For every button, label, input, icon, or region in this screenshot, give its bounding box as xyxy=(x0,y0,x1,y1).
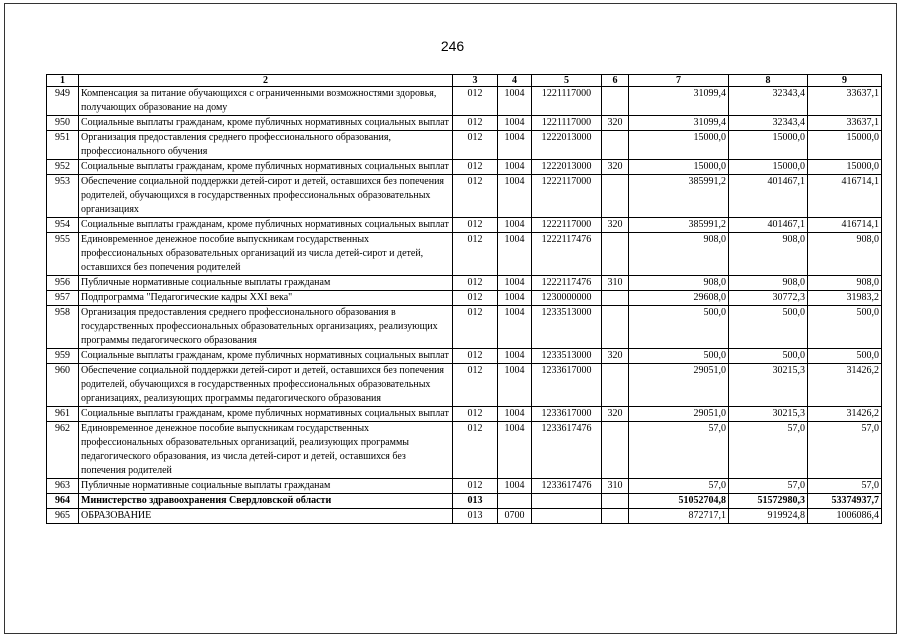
row-number: 961 xyxy=(47,407,79,422)
row-number: 964 xyxy=(47,494,79,509)
row-description: Обеспечение социальной поддержки детей-сирот и детей, оставшихся без попечения родителей, обучающихся в государственных профессиональных образовательных организациях, реализующих программы педагогического образования xyxy=(79,364,453,407)
table-row xyxy=(47,218,882,233)
row-admin-code: 012 xyxy=(453,218,498,233)
row-admin-code: 012 xyxy=(453,175,498,218)
row-section-code xyxy=(498,494,532,509)
row-section-code: 1004 xyxy=(498,87,532,116)
row-value-2: 908,0 xyxy=(729,233,808,276)
page-number: 246 xyxy=(440,38,465,54)
row-value-3: 31983,2 xyxy=(808,291,882,306)
row-value-3: 33637,1 xyxy=(808,116,882,131)
row-value-3: 15000,0 xyxy=(808,160,882,175)
row-value-3: 908,0 xyxy=(808,276,882,291)
row-value-1: 31099,4 xyxy=(629,87,729,116)
row-value-3: 416714,1 xyxy=(808,218,882,233)
row-description: Министерство здравоохранения Свердловской области xyxy=(79,494,453,509)
row-expense-type: 310 xyxy=(602,479,629,494)
row-admin-code: 012 xyxy=(453,349,498,364)
row-value-3: 500,0 xyxy=(808,349,882,364)
row-value-3: 33637,1 xyxy=(808,87,882,116)
header-cell: 4 xyxy=(498,75,532,87)
row-admin-code: 012 xyxy=(453,306,498,349)
row-value-3: 57,0 xyxy=(808,479,882,494)
row-target-code: 1233513000 xyxy=(532,306,602,349)
row-value-1: 29051,0 xyxy=(629,407,729,422)
row-admin-code: 012 xyxy=(453,276,498,291)
row-admin-code: 013 xyxy=(453,494,498,509)
row-value-3: 416714,1 xyxy=(808,175,882,218)
header-cell: 8 xyxy=(729,75,808,87)
row-expense-type: 310 xyxy=(602,276,629,291)
row-description: Компенсация за питание обучающихся с ограниченными возможностями здоровья, получающих образование на дому xyxy=(79,87,453,116)
row-section-code: 1004 xyxy=(498,349,532,364)
row-section-code: 1004 xyxy=(498,276,532,291)
header-cell: 7 xyxy=(629,75,729,87)
row-description: Социальные выплаты гражданам, кроме публичных нормативных социальных выплат xyxy=(79,407,453,422)
row-value-1: 31099,4 xyxy=(629,116,729,131)
row-number: 950 xyxy=(47,116,79,131)
row-value-3: 15000,0 xyxy=(808,131,882,160)
row-target-code: 1233617000 xyxy=(532,407,602,422)
row-value-1: 500,0 xyxy=(629,306,729,349)
header-cell: 2 xyxy=(79,75,453,87)
row-expense-type: 320 xyxy=(602,349,629,364)
row-value-2: 57,0 xyxy=(729,479,808,494)
table-row xyxy=(47,479,882,494)
row-section-code: 1004 xyxy=(498,160,532,175)
row-value-2: 15000,0 xyxy=(729,160,808,175)
row-expense-type xyxy=(602,233,629,276)
row-admin-code: 012 xyxy=(453,87,498,116)
row-value-1: 29051,0 xyxy=(629,364,729,407)
table-row xyxy=(47,509,882,524)
row-value-2: 51572980,3 xyxy=(729,494,808,509)
row-target-code xyxy=(532,494,602,509)
row-value-3: 31426,2 xyxy=(808,364,882,407)
row-number: 959 xyxy=(47,349,79,364)
row-target-code: 1221117000 xyxy=(532,116,602,131)
row-admin-code: 012 xyxy=(453,291,498,306)
table-row xyxy=(47,276,882,291)
row-value-1: 385991,2 xyxy=(629,218,729,233)
row-number: 963 xyxy=(47,479,79,494)
row-number: 957 xyxy=(47,291,79,306)
row-value-2: 500,0 xyxy=(729,349,808,364)
row-number: 958 xyxy=(47,306,79,349)
row-value-1: 51052704,8 xyxy=(629,494,729,509)
row-target-code: 1233617000 xyxy=(532,364,602,407)
row-expense-type xyxy=(602,494,629,509)
budget-table xyxy=(46,74,882,524)
table-row xyxy=(47,349,882,364)
row-description: Единовременное денежное пособие выпускникам государственных профессиональных образовательных организаций, реализующих программы педагогического образования, из числа детей-сирот и детей, оставшихся без попечения родителей xyxy=(79,422,453,479)
row-description: Социальные выплаты гражданам, кроме публичных нормативных социальных выплат xyxy=(79,218,453,233)
row-target-code: 1222117000 xyxy=(532,218,602,233)
row-admin-code: 012 xyxy=(453,116,498,131)
row-section-code: 1004 xyxy=(498,131,532,160)
row-section-code: 0700 xyxy=(498,509,532,524)
row-section-code: 1004 xyxy=(498,175,532,218)
row-number: 949 xyxy=(47,87,79,116)
row-section-code: 1004 xyxy=(498,306,532,349)
row-value-3: 500,0 xyxy=(808,306,882,349)
row-section-code: 1004 xyxy=(498,233,532,276)
table-row xyxy=(47,233,882,276)
row-value-1: 15000,0 xyxy=(629,160,729,175)
row-expense-type xyxy=(602,509,629,524)
row-value-3: 53374937,7 xyxy=(808,494,882,509)
row-description: Организация предоставления среднего профессионального образования в государственных профессиональных образовательных организациях, реализующих программы педагогического образования xyxy=(79,306,453,349)
row-expense-type: 320 xyxy=(602,407,629,422)
row-target-code: 1222117476 xyxy=(532,276,602,291)
row-value-1: 29608,0 xyxy=(629,291,729,306)
row-expense-type xyxy=(602,175,629,218)
row-number: 956 xyxy=(47,276,79,291)
table-row xyxy=(47,116,882,131)
row-target-code: 1233513000 xyxy=(532,349,602,364)
row-expense-type xyxy=(602,364,629,407)
row-section-code: 1004 xyxy=(498,218,532,233)
table-row xyxy=(47,422,882,479)
row-target-code: 1222013000 xyxy=(532,131,602,160)
row-value-2: 15000,0 xyxy=(729,131,808,160)
table-row xyxy=(47,131,882,160)
row-value-2: 919924,8 xyxy=(729,509,808,524)
row-description: Подпрограмма "Педагогические кадры XXI века" xyxy=(79,291,453,306)
row-expense-type: 320 xyxy=(602,116,629,131)
table-row xyxy=(47,364,882,407)
row-section-code: 1004 xyxy=(498,407,532,422)
header-cell: 6 xyxy=(602,75,629,87)
table-body xyxy=(47,87,882,524)
row-value-2: 401467,1 xyxy=(729,175,808,218)
row-value-1: 908,0 xyxy=(629,276,729,291)
row-expense-type xyxy=(602,131,629,160)
row-value-1: 57,0 xyxy=(629,422,729,479)
row-value-2: 30772,3 xyxy=(729,291,808,306)
row-value-2: 30215,3 xyxy=(729,407,808,422)
row-value-3: 1006086,4 xyxy=(808,509,882,524)
table-row xyxy=(47,87,882,116)
row-value-1: 15000,0 xyxy=(629,131,729,160)
row-number: 962 xyxy=(47,422,79,479)
table-row xyxy=(47,291,882,306)
row-number: 954 xyxy=(47,218,79,233)
row-admin-code: 012 xyxy=(453,233,498,276)
table-row xyxy=(47,306,882,349)
table-row xyxy=(47,494,882,509)
row-value-1: 908,0 xyxy=(629,233,729,276)
table-row xyxy=(47,407,882,422)
row-target-code: 1222117000 xyxy=(532,175,602,218)
row-expense-type xyxy=(602,306,629,349)
row-number: 960 xyxy=(47,364,79,407)
row-expense-type: 320 xyxy=(602,218,629,233)
row-value-2: 908,0 xyxy=(729,276,808,291)
row-value-1: 385991,2 xyxy=(629,175,729,218)
row-expense-type xyxy=(602,291,629,306)
row-admin-code: 012 xyxy=(453,479,498,494)
row-value-1: 500,0 xyxy=(629,349,729,364)
header-cell: 3 xyxy=(453,75,498,87)
row-expense-type xyxy=(602,422,629,479)
row-section-code: 1004 xyxy=(498,364,532,407)
row-target-code xyxy=(532,509,602,524)
row-value-1: 57,0 xyxy=(629,479,729,494)
row-value-2: 32343,4 xyxy=(729,87,808,116)
row-target-code: 1221117000 xyxy=(532,87,602,116)
row-admin-code: 012 xyxy=(453,131,498,160)
row-description: ОБРАЗОВАНИЕ xyxy=(79,509,453,524)
row-value-3: 908,0 xyxy=(808,233,882,276)
row-value-3: 31426,2 xyxy=(808,407,882,422)
row-description: Публичные нормативные социальные выплаты гражданам xyxy=(79,479,453,494)
table-row xyxy=(47,160,882,175)
row-section-code: 1004 xyxy=(498,422,532,479)
row-admin-code: 012 xyxy=(453,160,498,175)
row-target-code: 1222117476 xyxy=(532,233,602,276)
header-cell: 1 xyxy=(47,75,79,87)
row-description: Социальные выплаты гражданам, кроме публичных нормативных социальных выплат xyxy=(79,160,453,175)
row-section-code: 1004 xyxy=(498,116,532,131)
row-target-code: 1233617476 xyxy=(532,422,602,479)
row-admin-code: 012 xyxy=(453,364,498,407)
row-description: Социальные выплаты гражданам, кроме публичных нормативных социальных выплат xyxy=(79,349,453,364)
header-row xyxy=(47,75,882,87)
row-description: Публичные нормативные социальные выплаты гражданам xyxy=(79,276,453,291)
row-description: Обеспечение социальной поддержки детей-сирот и детей, оставшихся без попечения родителей, обучающихся в государственных профессиональных образовательных организациях xyxy=(79,175,453,218)
row-value-3: 57,0 xyxy=(808,422,882,479)
header-cell: 5 xyxy=(532,75,602,87)
row-admin-code: 012 xyxy=(453,422,498,479)
row-admin-code: 013 xyxy=(453,509,498,524)
row-description: Социальные выплаты гражданам, кроме публичных нормативных социальных выплат xyxy=(79,116,453,131)
row-description: Единовременное денежное пособие выпускникам государственных профессиональных образовательных организаций из числа детей-сирот и детей, оставшихся без попечения родителей xyxy=(79,233,453,276)
row-value-2: 32343,4 xyxy=(729,116,808,131)
row-value-2: 500,0 xyxy=(729,306,808,349)
row-number: 953 xyxy=(47,175,79,218)
row-value-2: 30215,3 xyxy=(729,364,808,407)
table-row xyxy=(47,175,882,218)
row-description: Организация предоставления среднего профессионального образования, профессионального обучения xyxy=(79,131,453,160)
row-target-code: 1230000000 xyxy=(532,291,602,306)
row-expense-type xyxy=(602,87,629,116)
row-number: 952 xyxy=(47,160,79,175)
row-section-code: 1004 xyxy=(498,479,532,494)
row-admin-code: 012 xyxy=(453,407,498,422)
row-target-code: 1222013000 xyxy=(532,160,602,175)
row-target-code: 1233617476 xyxy=(532,479,602,494)
row-value-2: 57,0 xyxy=(729,422,808,479)
header-cell: 9 xyxy=(808,75,882,87)
row-section-code: 1004 xyxy=(498,291,532,306)
row-expense-type: 320 xyxy=(602,160,629,175)
row-number: 955 xyxy=(47,233,79,276)
row-number: 951 xyxy=(47,131,79,160)
row-number: 965 xyxy=(47,509,79,524)
row-value-1: 872717,1 xyxy=(629,509,729,524)
row-value-2: 401467,1 xyxy=(729,218,808,233)
